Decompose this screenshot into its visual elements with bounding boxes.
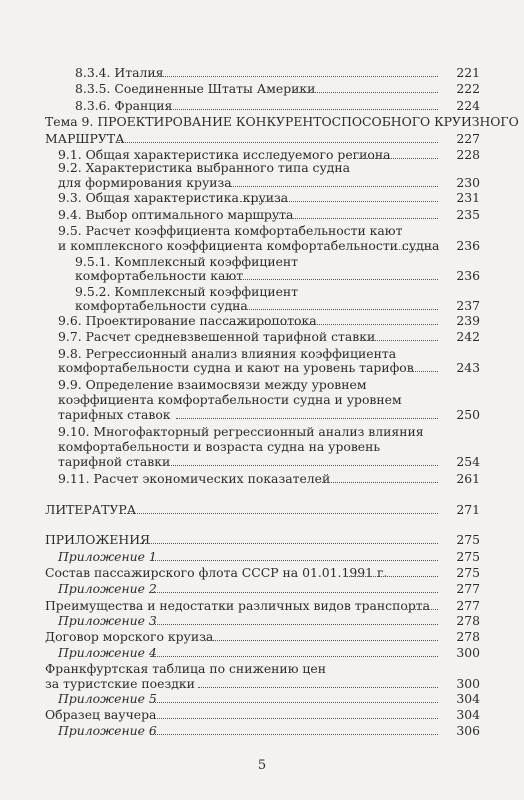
toc-entry-page: 224	[456, 98, 480, 113]
toc-entry-title: Приложение 4	[58, 645, 157, 660]
toc-entry-page: 306	[456, 723, 480, 738]
toc-entry-title: и комплексного коэффициента комфортабельности судна	[58, 238, 440, 253]
dot-leader	[198, 687, 438, 688]
toc-entry-title: Образец ваучера	[45, 707, 157, 722]
dot-leader	[250, 218, 438, 219]
toc-entry-title: Тема 9. ПРОЕКТИРОВАНИЕ КОНКУРЕНТОСПОСОБНОГО КРУИЗНОГО	[45, 114, 519, 129]
dot-leader	[157, 109, 438, 110]
toc-entry-title: 9.1. Общая характеристика исследуемого региона	[58, 147, 391, 162]
toc-entry-page: 235	[456, 207, 480, 222]
toc-entry-title: коэффициента комфортабельности судна и уровнем	[58, 392, 402, 407]
toc-entry-title: Преимущества и недостатки различных видов транспорта	[45, 598, 431, 613]
toc-entry-page: 221	[456, 65, 480, 80]
toc-entry-page: 275	[456, 549, 480, 564]
toc-entry-title: 9.10. Многофакторный регрессионный анализ влияния	[58, 424, 424, 439]
toc-entry-title: Франкфуртская таблица по снижению цен	[45, 661, 326, 676]
toc-entry-page: 237	[456, 298, 480, 313]
toc-entry-page: 271	[456, 502, 480, 517]
dot-leader	[294, 92, 438, 93]
toc-entry-page: 300	[456, 645, 480, 660]
toc-entry-title: 8.3.4. Италия	[75, 65, 164, 80]
dot-leader	[221, 279, 438, 280]
toc-entry-title: 9.5.2. Комплексный коэффициент	[75, 284, 299, 299]
dot-leader	[118, 142, 438, 143]
dot-leader	[168, 465, 438, 466]
toc-entry-title: для формирования круиза	[58, 175, 232, 190]
toc-entry-page: 261	[456, 471, 480, 486]
toc-entry-title: 9.4. Выбор оптимального маршрута	[58, 207, 294, 222]
dot-leader	[150, 624, 438, 625]
dot-leader	[150, 592, 438, 593]
toc-entry-title: комфортабельности судна и кают на уровень тарифов	[58, 360, 414, 375]
toc-entry-title: 9.3. Общая характеристика круиза	[58, 190, 289, 205]
dot-leader	[405, 609, 438, 610]
toc-entry-title: 9.9. Определение взаимосвязи между уровнем	[58, 377, 367, 392]
toc-entry-title: тарифных ставок	[58, 407, 171, 422]
toc-entry-page: 230	[456, 175, 480, 190]
dot-leader	[224, 324, 438, 325]
toc-entry-title: 8.3.5. Соединенные Штаты Америки	[75, 81, 316, 96]
toc-entry-page: 236	[456, 238, 480, 253]
toc-entry-page: 239	[456, 313, 480, 328]
dot-leader	[353, 158, 438, 159]
toc-entry-page: 228	[456, 147, 480, 162]
toc-entry-page: 275	[456, 565, 480, 580]
dot-leader	[150, 560, 438, 561]
dot-leader	[176, 418, 438, 419]
dot-leader	[408, 371, 438, 372]
toc-entry-page: 243	[456, 360, 480, 375]
toc-entry-page: 277	[456, 598, 480, 613]
toc-entry-page: 231	[456, 190, 480, 205]
toc-entry-title: 9.11. Расчет экономических показателей	[58, 471, 331, 486]
toc-entry-title: Состав пассажирского флота СССР на 01.01.1991 г.	[45, 565, 388, 580]
dot-leader	[152, 76, 438, 77]
toc-entry-title: МАРШРУТА	[45, 131, 125, 146]
dot-leader	[150, 702, 438, 703]
toc-entry-page: 304	[456, 691, 480, 706]
dot-leader	[203, 640, 438, 641]
toc-entry-title: Приложение 2	[58, 581, 157, 596]
toc-entry-page: 236	[456, 268, 480, 283]
toc-entry-page: 227	[456, 131, 480, 146]
dot-leader	[240, 201, 438, 202]
toc-entry-title: за туристские поездки	[45, 676, 195, 691]
toc-entry-page: 254	[456, 454, 480, 469]
toc-entry-title: Приложение 1	[58, 549, 157, 564]
toc-entry-title: комфортабельности судна	[75, 298, 248, 313]
toc-entry-title: комфортабельности и возраста судна на уровень	[58, 439, 381, 454]
dot-leader	[155, 718, 438, 719]
toc-entry-page: 277	[456, 581, 480, 596]
toc-entry-title: Приложение 6	[58, 723, 157, 738]
toc-entry-title: ПРИЛОЖЕНИЯ	[45, 532, 151, 547]
dot-leader	[124, 513, 438, 514]
dot-leader	[225, 309, 438, 310]
toc-entry-page: 300	[456, 676, 480, 691]
toc-entry-title: 9.2. Характеристика выбранного типа судна	[58, 160, 351, 175]
toc-entry-title: комфортабельности кают	[75, 268, 244, 283]
toc-entry-page: 304	[456, 707, 480, 722]
toc-entry-title: 9.8. Регрессионный анализ влияния коэффициента	[58, 346, 397, 361]
toc-entry-page: 222	[456, 81, 480, 96]
dot-leader	[140, 543, 438, 544]
page-number: 5	[257, 758, 267, 773]
dot-leader	[150, 734, 438, 735]
toc-entry-title: ЛИТЕРАТУРА	[45, 502, 137, 517]
dot-leader	[230, 186, 438, 187]
dot-leader	[150, 656, 438, 657]
toc-entry-title: тарифной ставки	[58, 454, 171, 469]
toc-entry-title: Приложение 3	[58, 613, 157, 628]
toc-entry-page: 275	[456, 532, 480, 547]
toc-entry-page: 278	[456, 613, 480, 628]
dot-leader	[322, 482, 438, 483]
toc-entry-title: 9.5. Расчет коэффициента комфортабельности кают	[58, 223, 403, 238]
toc-entry-page: 278	[456, 629, 480, 644]
toc-entry-title: 9.5.1. Комплексный коэффициент	[75, 254, 299, 269]
toc-entry-title: 8.3.6. Франция	[75, 98, 173, 113]
dot-leader	[344, 576, 438, 577]
toc-entry-page: 250	[456, 407, 480, 422]
toc-entry-title: 9.6. Проектирование пассажиропотока	[58, 313, 317, 328]
toc-entry-title: Договор морского круиза	[45, 629, 214, 644]
toc-entry-page: 242	[456, 329, 480, 344]
dot-leader	[396, 249, 438, 250]
dot-leader	[360, 340, 438, 341]
toc-entry-title: Приложение 5	[58, 691, 157, 706]
toc-entry-title: 9.7. Расчет средневзвешенной тарифной ставки	[58, 329, 376, 344]
